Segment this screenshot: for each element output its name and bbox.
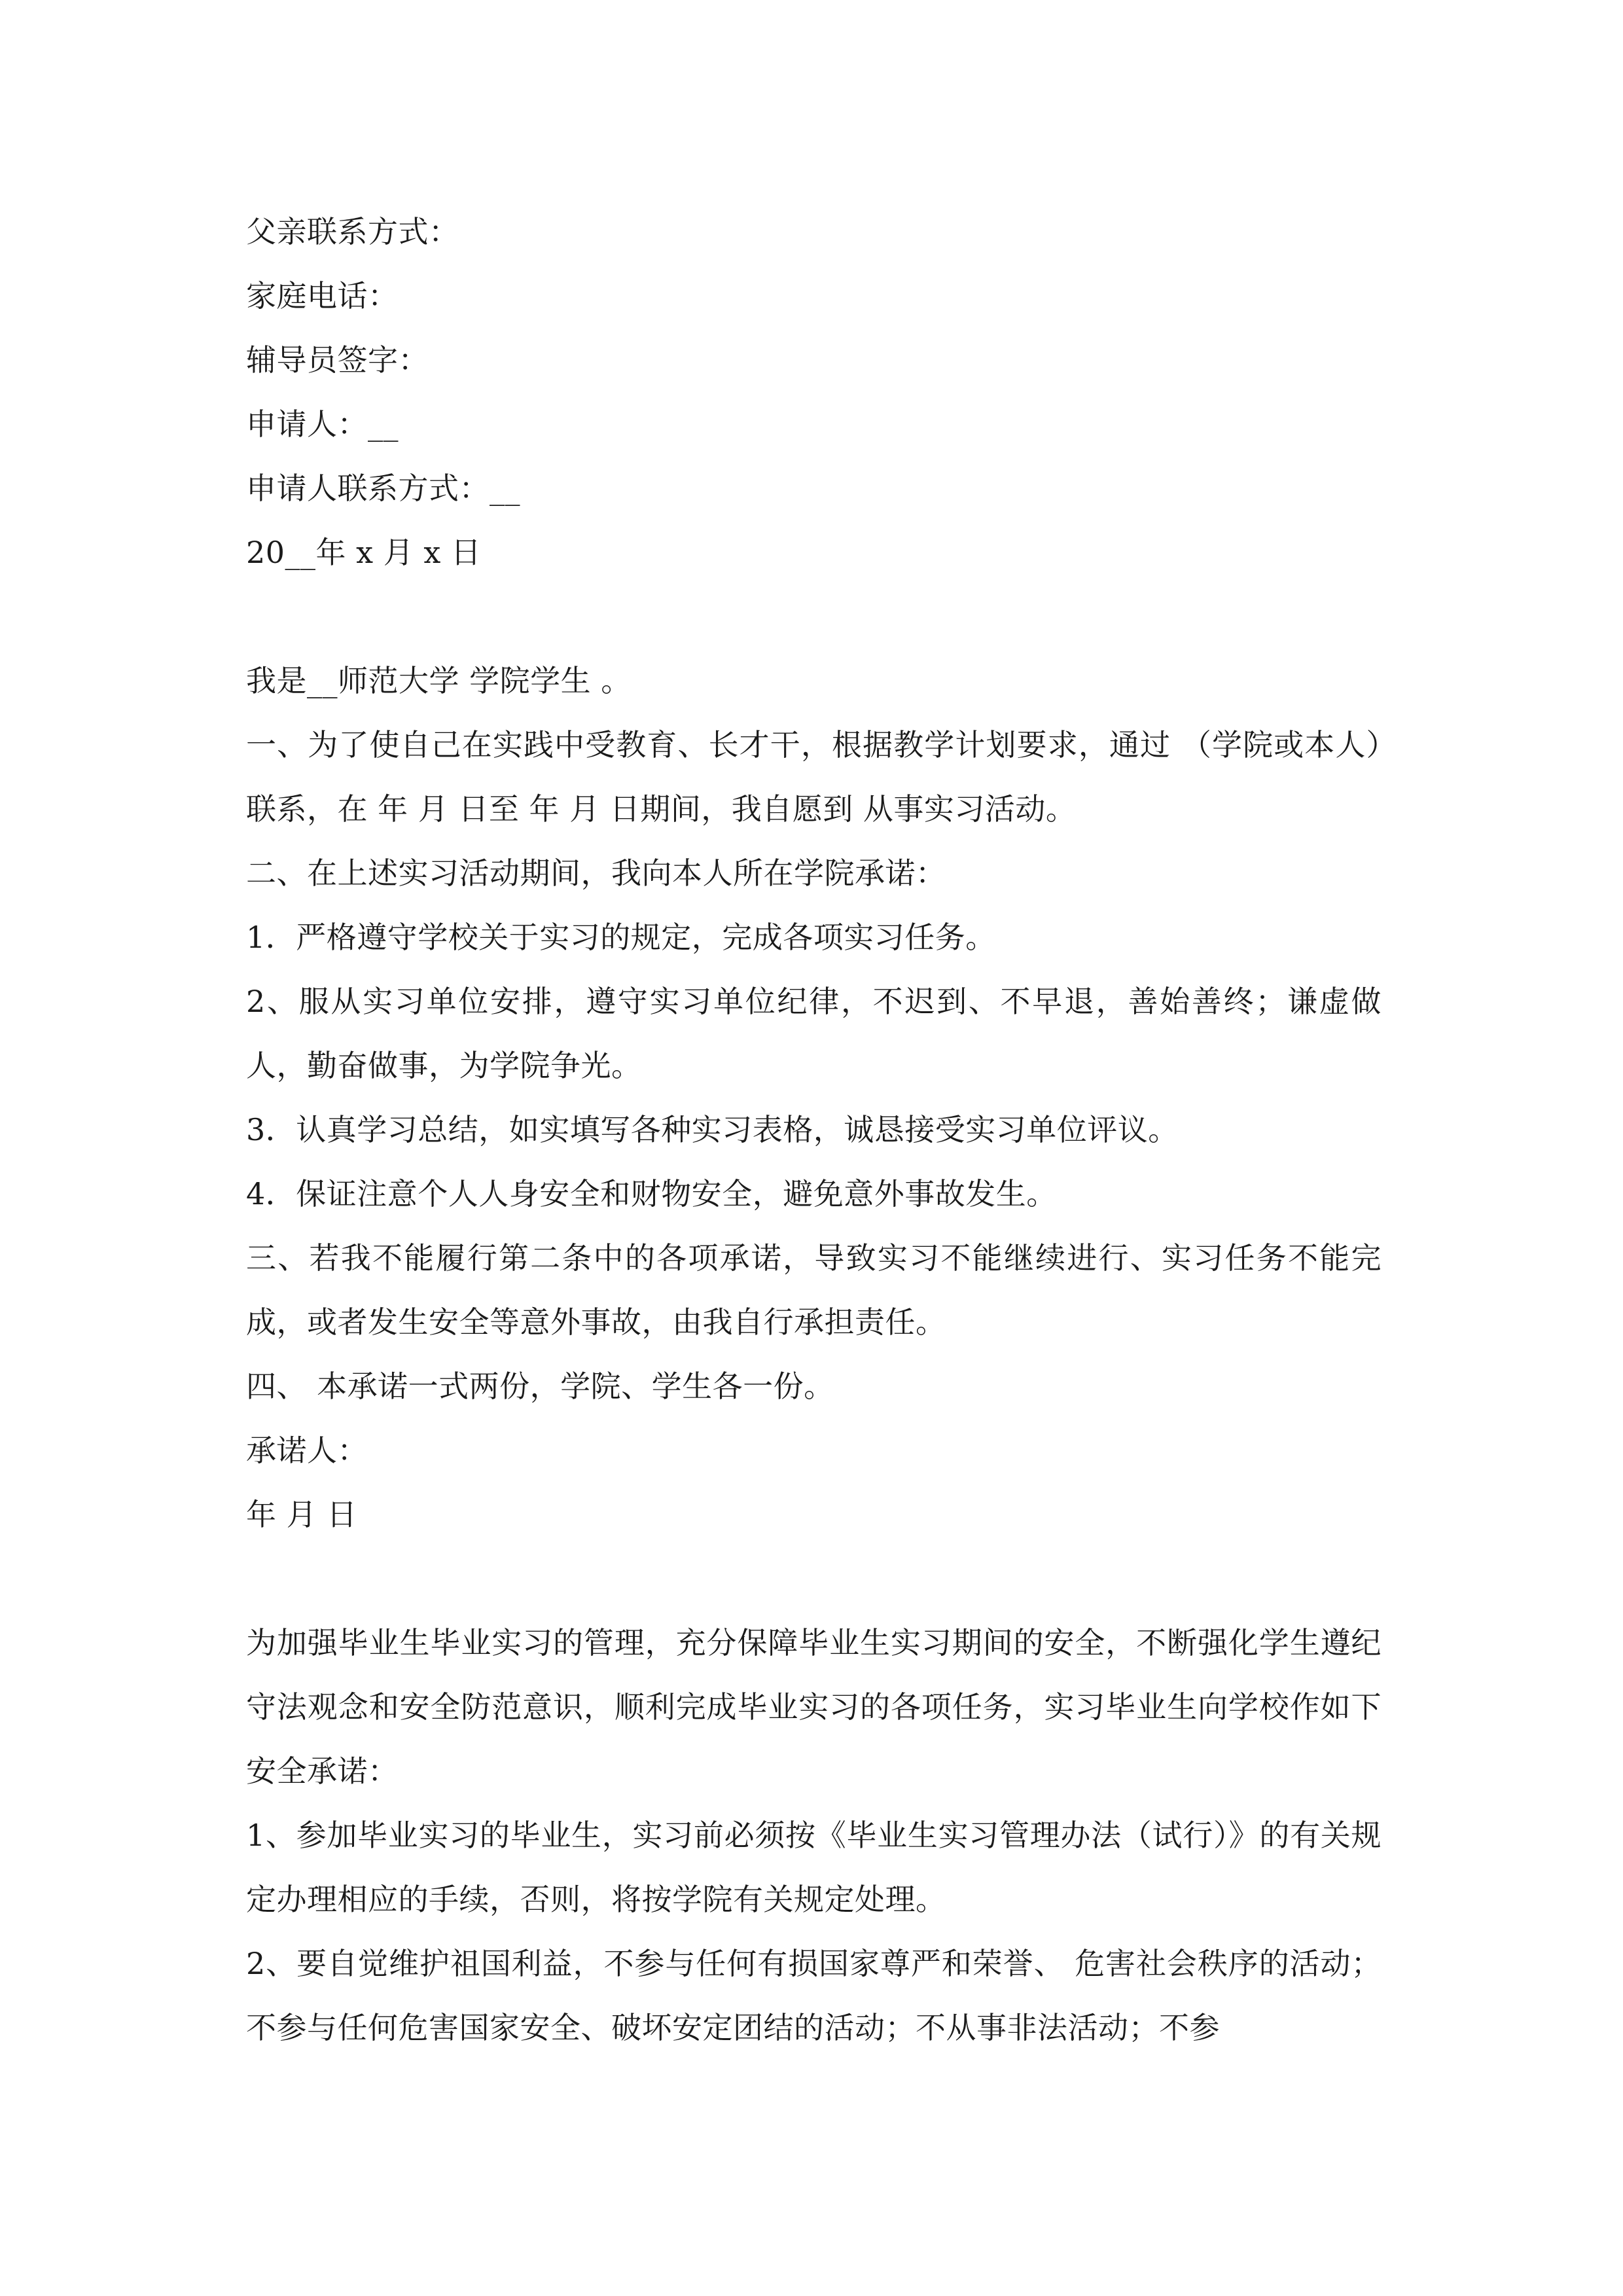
section-gap: [246, 1547, 1382, 1611]
home-phone-line: 家庭电话：: [246, 278, 399, 314]
safety-item-2: 2、要自觉维护祖国利益，不参与任何有损国家尊严和荣誉、 危害社会秩序的活动；不参与任何危害国家安全、破坏安定团结的活动；不从事非法活动；不参: [246, 1946, 1382, 2045]
commitment-item-2: 二、在上述实习活动期间，我向本人所在学院承诺：: [246, 855, 946, 891]
counselor-signature-line: 辅导员签字：: [246, 342, 429, 378]
promisor-line: 承诺人：: [246, 1433, 368, 1468]
safety-item-1: 1、参加毕业实习的毕业生，实习前必须按《毕业生实习管理办法（试行）》的有关规定办理相应的手续，否则，将按学院有关规定处理。: [246, 1818, 1382, 1917]
section-gap: [246, 584, 1382, 649]
application-date-line: 20__年 x 月 x 日: [246, 535, 482, 570]
commitment-sub-2: 2、服从实习单位安排，遵守实习单位纪律，不迟到、不早退，善始善终；谦虚做人，勤奋做事，为学院争光。: [246, 984, 1382, 1083]
father-contact-line: 父亲联系方式：: [246, 214, 459, 249]
applicant-contact-line: 申请人联系方式：__: [246, 471, 520, 506]
safety-intro-paragraph: 为加强毕业生毕业实习的管理，充分保障毕业生实习期间的安全，不断强化学生遵纪守法观念和安全防范意识，顺利完成毕业实习的各项任务，实习毕业生向学校作如下安全承诺：: [246, 1625, 1382, 1789]
applicant-line: 申请人：__: [246, 406, 399, 442]
commitment-item-3: 三、若我不能履行第二条中的各项承诺，导致实习不能继续进行、实习任务不能完成，或者发生安全等意外事故，由我自行承担责任。: [246, 1240, 1382, 1340]
commitment-sub-1: 1．严格遵守学校关于实习的规定，完成各项实习任务。: [246, 920, 996, 955]
commitment-item-1: 一、为了使自己在实践中受教育、长才干，根据教学计划要求，通过 （学院或本人）联系，在 年 月 日至 年 月 日期间，我自愿到 从事实习活动。: [246, 727, 1382, 827]
commitment-item-4: 四、 本承诺一式两份，学院、学生各一份。: [246, 1369, 834, 1404]
student-intro-line: 我是__师范大学 学院学生 。: [246, 663, 632, 698]
commitment-date-line: 年 月 日: [246, 1497, 357, 1532]
commitment-sub-4: 4．保证注意个人人身安全和财物安全，避免意外事故发生。: [246, 1176, 1057, 1211]
commitment-sub-3: 3．认真学习总结，如实填写各种实习表格，诚恳接受实习单位评议。: [246, 1112, 1179, 1147]
document-body: [246, 200, 1382, 2060]
